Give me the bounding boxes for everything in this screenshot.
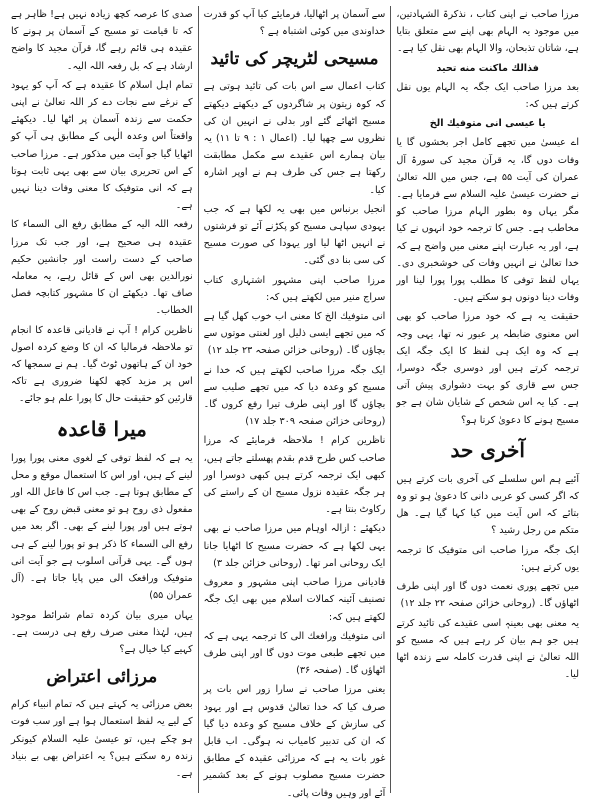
paragraph: بعد مرزا صاحب ایک جگہ یہ الہام یوں نقل کرتے ہیں کہ: [396,81,579,111]
paragraph: ناظرین کرام ! ملاحظہ فرمایئے کہ مرزا صاحب کس طرح قدم بقدم پھسلتے جاتے ہیں، کبھی ایک ترجمہ کرتے ہیں کبھی دوسرا اور ہر جگہ عقیدہ نزول مسیح ان کے راستے کی رکاوٹ بنتا ہے۔ [203,435,386,516]
paragraph: انی متوفيك ورافعك الى کا ترجمہ یہی ہے کہ میں تجھے طبعی موت دوں گا اور اپنی طرف اٹھاؤں گا۔ (صفحہ ۳۶) [203,630,386,677]
paragraph: مرزا صاحب اپنی مشہور اشتہاری کتاب سراج منیر میں لکھتے ہیں کہ: [203,274,386,303]
column-middle [199,6,392,799]
paragraph: سے آسمان پر اٹھالیا، فرمایئے کیا آپ کو قدرت خداوندی میں کوئی اشتباہ ہے ؟ [203,9,386,38]
paragraph: یہ ہے کہ لفظ توفی کے لغوی معنی پورا پورا لینے کے ہیں، اور اس کا استعمال موقع و محل کے مطابق ہوتا ہے۔ جب اس کا فاعل اللہ اور مفعول ذی روح ہو تو معنی قبض روح کے بھی ہوتے ہیں اور پورا لینے کے بھی۔ اگر بعد میں رفع الی السماء کا ذکر ہو تو پورا لینے کے ہی ہوں گے۔ یہی قرآنی اسلوب ہے جو آیت انی متوفیک ورافعک الی میں پایا جاتا ہے۔ (آل عمران ۵۵) [11,452,193,602]
section-heading-mirzai-objection: مرزائی اعتراض [46,667,158,688]
paragraph: کتاب اعمال سے اس بات کی تائید ہوتی ہے کہ کوہ زیتون پر شاگردوں کے دیکھتے دیکھتے مسیح اٹھائے گئے اور بدلی نے انہیں ان کی نظروں سے چھپا لیا۔ (اعمال ۱ : ۹ تا ۱۱) یہ بیان ہمارے اس عقیدے سے مکمل مطابقت رکھتا ہے جس کی طرف ہم نے اوپر اشارہ کیا۔ [203,81,386,196]
paragraph: اے عیسیٰ میں تجھے کامل اجر بخشوں گا یا وفات دوں گا، یہ قرآن مجید کی سورۃ آل عمران کی آیت ۵۵ ہے، جس میں اللہ تعالیٰ نے حضرت عیسیٰ علیہ السلام سے فرمایا ہے۔ مگر یہاں وہ بطور الہام مرزا صاحب کو مخاطب ہے۔ جس کا ترجمہ خود انہوں نے کیا ہے، اور یہ عبارت اپنے معنی میں واضح ہے کہ خدا تعالیٰ نے انہیں وفات کی خوشخبری دی۔ یہاں لفظ توفی کا مطلب پورا پورا لینا اور وفات دینا دونوں ہو سکتے ہیں۔ [396,137,579,304]
paragraph: آئیے ہم اس سلسلے کی آخری بات کرتے ہیں کہ اگر کسی کو عربی دانی کا دعویٰ ہو تو وہ بتائے کہ اس آیت میں کیا کہا گیا ہے۔ هل متكم من رجل رشيد ؟ [396,473,579,537]
paragraph: حقیقت یہ ہے کہ خود مرزا صاحب کو بھی اس معنوی ضابطہ پر عبور نہ تھا، یہی وجہ ہے کہ وہ ایک ہی لفظ کا ایک جگہ ایک ترجمہ کرتے ہیں اور دوسری جگہ دوسرا، جس سے قاری کو بہت دشواری پیش آتی ہے۔ کیا یہ اس شخص کے شایان شان ہے جو مسیح ہونے کا دعویٰ کرتا ہو؟ [396,311,579,426]
column-right [391,6,584,793]
paragraph: انجیل برنباس میں بھی یہ لکھا ہے کہ جب یہودی سپاہی مسیح کو پکڑنے آئے تو فرشتوں نے انہیں اٹھا لیا اور یہودا کی صورت مسیح کی سی بنا دی گئی۔ [203,203,386,267]
section-heading-my-rule: میرا قاعدہ [56,416,147,441]
paragraph: یہ معنی بھی بعینہٖ اسی عقیدے کی تائید کرتے ہیں جو ہم بیان کر رہے ہیں کہ مسیح کو اللہ تعالیٰ نے اپنی قدرت کاملہ سے زندہ اٹھا لیا۔ [396,617,579,681]
column-left [6,6,199,793]
quranic-verse: فذالك ماكنت منه تحيد [436,62,539,74]
paragraph: یعنی مرزا صاحب نے سارا زور اس بات پر صرف کیا کہ خدا تعالیٰ قدوس ہے اور یہود کی سازش کے خلاف مسیح کو وعدہ دیا گیا کہ ان کی تدبیر کامیاب نہ ہوگی۔ اب قابل غور بات یہ ہے کہ مرزائی عقیدہ کے مطابق حضرت مسیح مصلوب ہونے کے بعد کشمیر آئے اور وہیں وفات پائی۔ [203,684,386,799]
quranic-verse: يا عيسى انى متوفيك الخ [429,118,546,130]
paragraph: ایک جگہ مرزا صاحب لکھتے ہیں کہ خدا نے مسیح کو وعدہ دیا کہ میں تجھے صلیب سے بچاؤں گا اور اپنی طرف تیرا رفع کروں گا۔ (روحانی خزائن صفحہ ۳۰۹ جلد ۱۷) [203,364,386,428]
paragraph: میں تجھے پوری نعمت دوں گا اور اپنی طرف اٹھاؤں گا۔ (روحانی خزائن صفحہ ۲۲ جلد ۱۲) [396,581,579,610]
paragraph: ایک جگہ مرزا صاحب انی متوفیک کا ترجمہ یوں کرتے ہیں: [396,544,579,573]
paragraph: بعض مرزائی یہ کہتے ہیں کہ تمام انبیاء کرام کے لیے یہ لفظ استعمال ہوا ہے اور سب فوت ہو چکے ہیں، تو عیسیٰ علیہ السلام کیونکر زندہ رہ سکتے ہیں؟ یہ اعتراض بھی بے بنیاد ہے۔ [11,699,193,779]
paragraph: رفعہ اللہ الیہ کے مطابق رفع الی السماء کا عقیدہ ہی صحیح ہے، اور جب تک مرزا صاحب کے دست راست اور جانشین حکیم نورالدین بھی اس کے قائل رہے، یہ معاملہ صاف تھا۔ دیکھئے ان کا مشہور کتابچہ فصل الخطاب۔ [11,219,193,317]
paragraph: صدی کا عرصہ کچھ زیادہ نہیں ہے! ظاہر ہے کہ تا قیامت تو مسیح کے آسمان پر ہونے کا عقیدہ ہی قائم رہے گا، قرآن مجید کا واضح ارشاد ہے کہ بل رفعہ اللہ الیہ۔ [11,9,193,72]
paragraph: ناظرین کرام ! آپ نے قادیانی قاعدہ کا انجام تو ملاحظہ فرمالیا کہ ان کا وضع کردہ اصول خود ان کے ہاتھوں ٹوٹ گیا۔ ہم نے سمجھا کہ اس پر مزید کچھ لکھنا ضروری ہے تاکہ قارئین کو حقیقت حال کا پورا علم ہو جائے۔ [11,324,193,405]
section-heading-final-limit: آخری حد [450,437,525,462]
paragraph: تمام اہل اسلام کا عقیدہ ہے کہ آپ کو یہود کے نرغے سے نجات دے کر اللہ تعالیٰ نے اپنی حکمت سے زندہ آسمان پر اٹھا لیا۔ دیکھئے واقعتاً اس وعدہ الٰہی کے مطابق ہی آپ کو اٹھایا گیا جو آیت میں مذکور ہے۔ مرزا صاحب کے اس تحریری بیان سے بھی یہی ثابت ہوتا ہے کہ انی متوفیک کا معنی وفات دینا نہیں ہے۔ [11,79,193,212]
paragraph: انی متوفيك الخ کا معنی اب خوب کھل گیا ہے کہ میں تجھے ایسی ذلیل اور لعنتی موتوں سے بچاؤں گا۔ (روحانی خزائن صفحہ ۲۳ جلد ۱۲) [203,311,386,357]
paragraph: قادیانی مرزا صاحب اپنی مشہور و معروف تصنیف آئینہ کمالات اسلام میں بھی ایک جگہ لکھتے ہیں کہ: [203,577,386,623]
paragraph: یہاں میری بیان کردہ تمام شرائط موجود ہیں، لہٰذا معنی صرف رفع ہی درست ہے۔ کہیے کیا خیال ہے؟ [11,609,193,655]
paragraph: دیکھئے : ازالہ اوہام میں مرزا صاحب نے بھی یہی لکھا ہے کہ حضرت مسیح کا اٹھایا جانا ایک روحانی امر تھا۔ (روحانی خزائن جلد ۳) [203,523,386,569]
paragraph: مرزا صاحب نے اپنی کتاب ، نذکرۃ الشہادتین، میں موجود یہ الہام بھی اپنے سے متعلق بتایا ہے، شاتان تذبحان، والا الہام بھی نقل کیا ہے۔ [396,9,579,55]
section-heading-christian-literature: مسیحی لٹریچر کی تائید [210,49,379,70]
